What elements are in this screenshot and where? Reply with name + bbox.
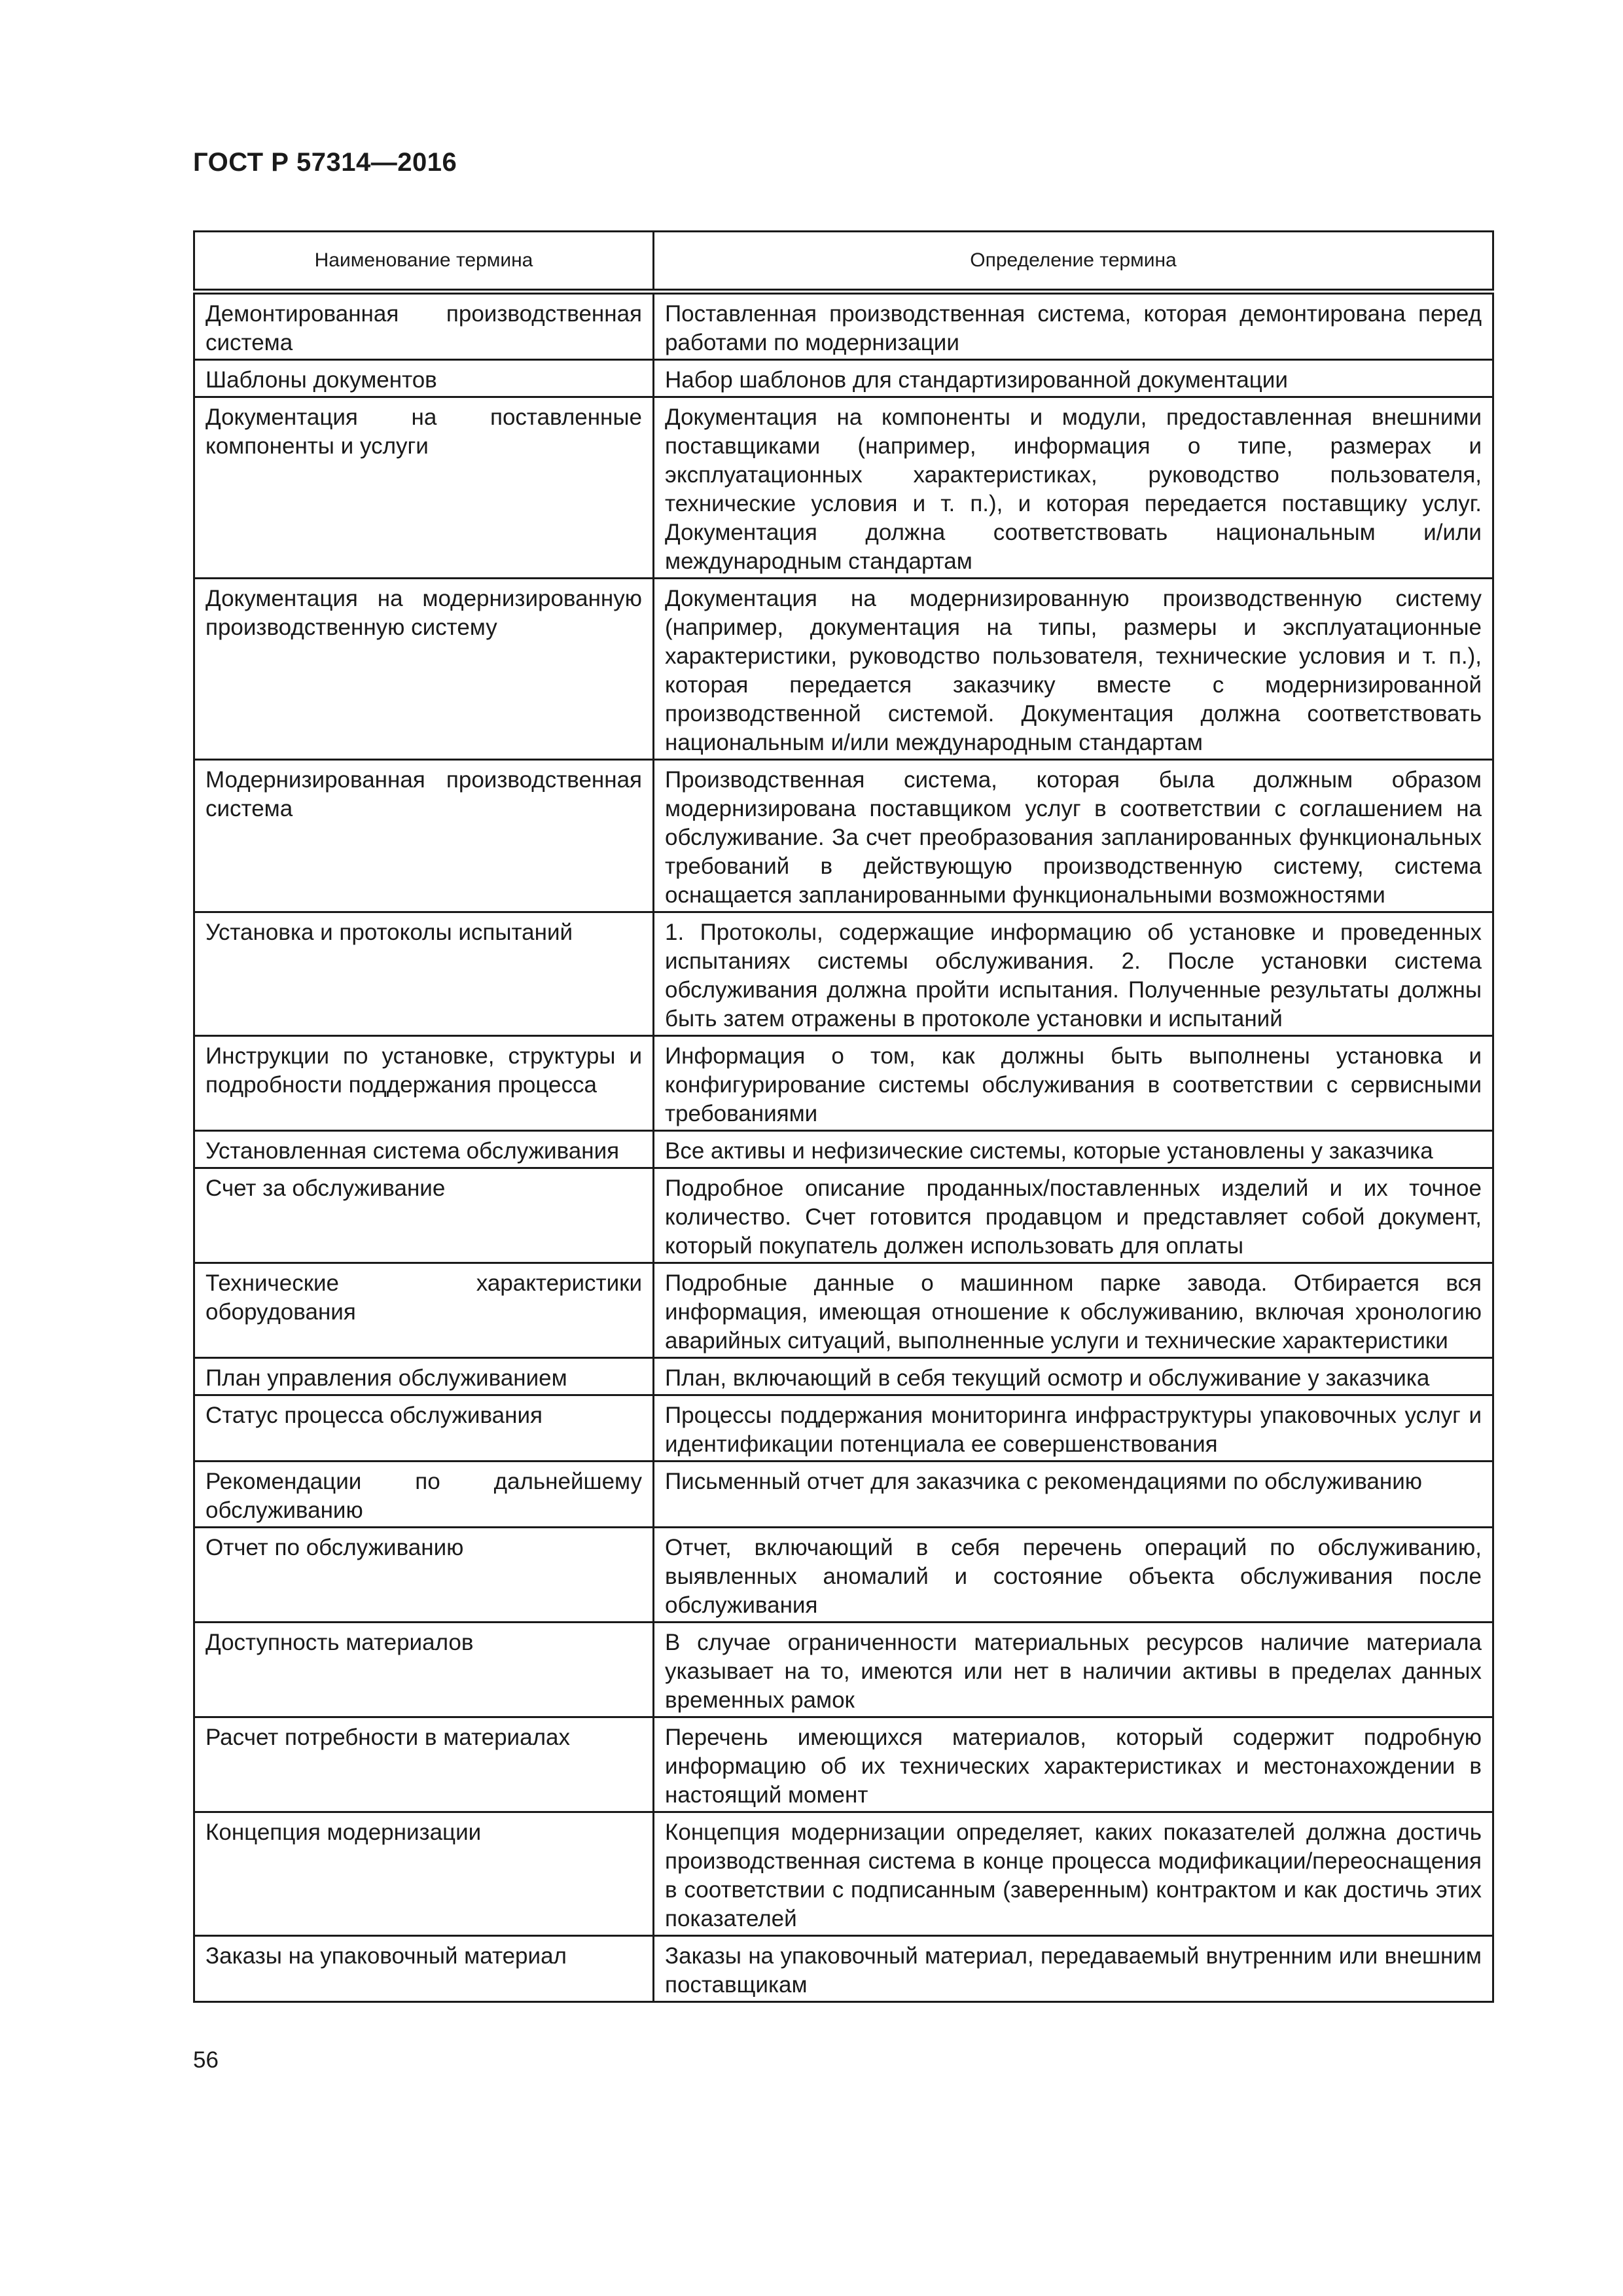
definition-cell: В случае ограниченности материальных ресурсов наличие материала указывает на то, имеются или нет в наличии активы в пределах данных временных рамок bbox=[654, 1623, 1493, 1717]
table-row bbox=[194, 1812, 1493, 1936]
table-row bbox=[194, 1358, 1493, 1395]
definition-cell: Информация о том, как должны быть выполнены установка и конфигурирование системы обслуживания в соответствии с сервисными требованиями bbox=[654, 1036, 1493, 1131]
table-row bbox=[194, 1395, 1493, 1462]
term-cell: Установка и протоколы испытаний bbox=[194, 912, 654, 1036]
table-row bbox=[194, 360, 1493, 397]
definition-cell: Подробные данные о машинном парке завода. Отбирается вся информация, имеющая отношение к обслуживанию, включая хронологию аварийных ситуаций, выполненные услуги и технические характеристики bbox=[654, 1263, 1493, 1358]
column-header-definition: Определение термина bbox=[654, 232, 1493, 292]
term-cell: Доступность материалов bbox=[194, 1623, 654, 1717]
term-cell: Рекомендации по дальнейшему обслуживанию bbox=[194, 1462, 654, 1528]
table-row bbox=[194, 1036, 1493, 1131]
definition-cell: Все активы и нефизические системы, которые установлены у заказчика bbox=[654, 1131, 1493, 1168]
document-code: ГОСТ Р 57314—2016 bbox=[193, 148, 457, 177]
table-row bbox=[194, 1168, 1493, 1263]
definition-cell: Процессы поддержания мониторинга инфраструктуры упаковочных услуг и идентификации потенциала ее совершенствования bbox=[654, 1395, 1493, 1462]
table-row bbox=[194, 1936, 1493, 2002]
term-cell: Счет за обслуживание bbox=[194, 1168, 654, 1263]
term-cell: План управления обслуживанием bbox=[194, 1358, 654, 1395]
definition-cell: Документация на компоненты и модули, предоставленная внешними поставщиками (например, информация о типе, размерах и эксплуатационных характеристиках, руководство пользователя, технические условия и т. п.), и которая передается поставщику услуг. Документация должна соответствовать национальным и/или международным стандартам bbox=[654, 397, 1493, 579]
definition-cell: Отчет, включающий в себя перечень операций по обслуживанию, выявленных аномалий и состояние объекта обслуживания после обслуживания bbox=[654, 1528, 1493, 1623]
definition-cell: Письменный отчет для заказчика с рекомендациями по обслуживанию bbox=[654, 1462, 1493, 1528]
term-cell: Инструкции по установке, структуры и подробности поддержания процесса bbox=[194, 1036, 654, 1131]
table-row bbox=[194, 579, 1493, 760]
term-cell: Расчет потребности в материалах bbox=[194, 1717, 654, 1812]
table-row bbox=[194, 912, 1493, 1036]
term-cell: Установленная система обслуживания bbox=[194, 1131, 654, 1168]
term-cell: Статус процесса обслуживания bbox=[194, 1395, 654, 1462]
definition-cell: Производственная система, которая была должным образом модернизирована поставщиком услуг в соответствии с соглашением на обслуживание. За счет преобразования запланированных функциональных требований в действующую производственную систему, система оснащается запланированными функциональными возможностями bbox=[654, 760, 1493, 912]
definition-cell: Документация на модернизированную производственную систему (например, документация на типы, размеры и эксплуатационные характеристики, руководство пользователя, технические условия и т. п.), которая передается заказчику вместе с модернизированной производственной системой. Документация должна соответствовать национальным и/или международным стандартам bbox=[654, 579, 1493, 760]
table-row bbox=[194, 1263, 1493, 1358]
definition-cell: План, включающий в себя текущий осмотр и обслуживание у заказчика bbox=[654, 1358, 1493, 1395]
definition-cell: Подробное описание проданных/поставленных изделий и их точное количество. Счет готовится продавцом и представляет собой документ, который покупатель должен использовать для оплаты bbox=[654, 1168, 1493, 1263]
term-cell: Модернизированная производственная система bbox=[194, 760, 654, 912]
table-row bbox=[194, 397, 1493, 579]
term-cell: Шаблоны документов bbox=[194, 360, 654, 397]
table-row bbox=[194, 760, 1493, 912]
term-cell: Демонтированная производственная система bbox=[194, 292, 654, 360]
table-header-row bbox=[194, 232, 1493, 292]
terms-table bbox=[193, 230, 1494, 2003]
term-cell: Документация на поставленные компоненты и услуги bbox=[194, 397, 654, 579]
table-row bbox=[194, 1528, 1493, 1623]
table-row bbox=[194, 1131, 1493, 1168]
definition-cell: Перечень имеющихся материалов, который содержит подробную информацию об их технических характеристиках и местонахождении в настоящий момент bbox=[654, 1717, 1493, 1812]
definition-cell: Набор шаблонов для стандартизированной документации bbox=[654, 360, 1493, 397]
definition-cell: 1. Протоколы, содержащие информацию об установке и проведенных испытаниях системы обслуживания. 2. После установки система обслуживания должна пройти испытания. Полученные результаты должны быть затем отражены в протоколе установки и испытаний bbox=[654, 912, 1493, 1036]
term-cell: Заказы на упаковочный материал bbox=[194, 1936, 654, 2002]
term-cell: Отчет по обслуживанию bbox=[194, 1528, 654, 1623]
table-row bbox=[194, 292, 1493, 360]
table-row bbox=[194, 1717, 1493, 1812]
term-cell: Концепция модернизации bbox=[194, 1812, 654, 1936]
table-row bbox=[194, 1623, 1493, 1717]
definition-cell: Концепция модернизации определяет, каких показателей должна достичь производственная система в конце процесса модификации/переоснащения в соответствии с подписанным (заверенным) контрактом и как достичь этих показателей bbox=[654, 1812, 1493, 1936]
term-cell: Документация на модернизированную производственную систему bbox=[194, 579, 654, 760]
definition-cell: Поставленная производственная система, которая демонтирована перед работами по модернизации bbox=[654, 292, 1493, 360]
definition-cell: Заказы на упаковочный материал, передаваемый внутренним или внешним поставщикам bbox=[654, 1936, 1493, 2002]
column-header-term: Наименование термина bbox=[194, 232, 654, 292]
term-cell: Технические характеристики оборудования bbox=[194, 1263, 654, 1358]
page-number: 56 bbox=[193, 2047, 219, 2073]
table-row bbox=[194, 1462, 1493, 1528]
